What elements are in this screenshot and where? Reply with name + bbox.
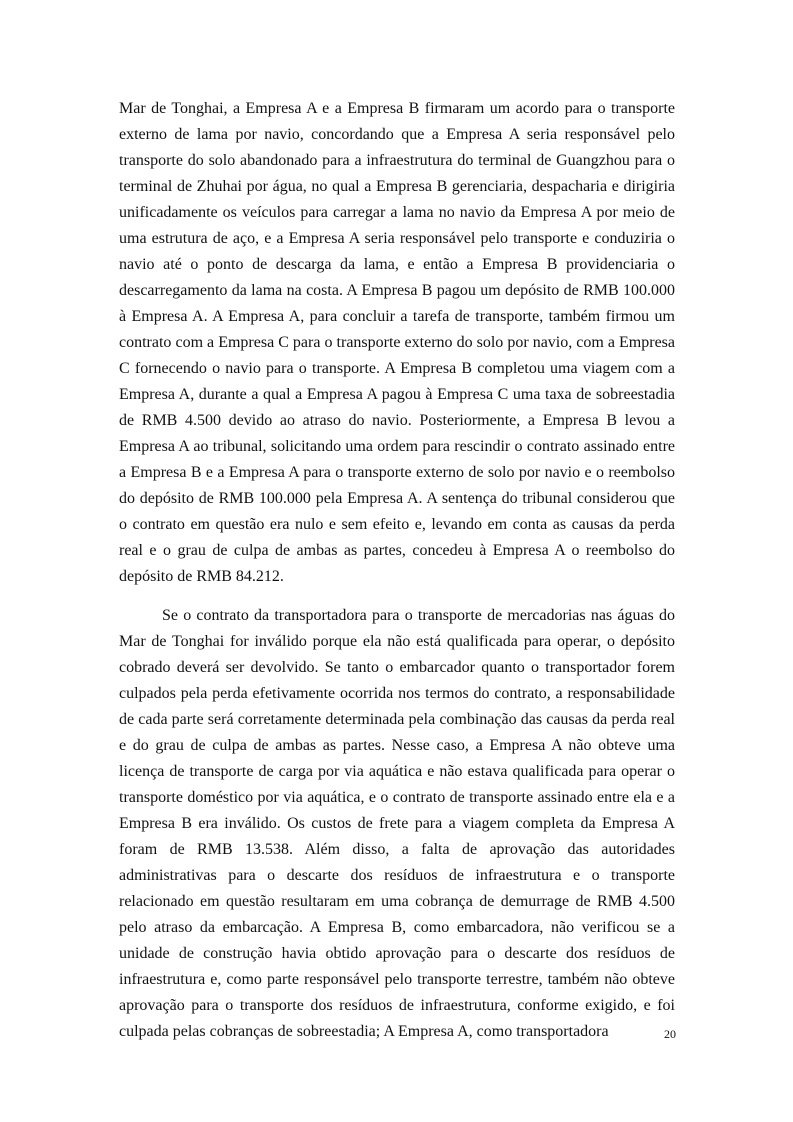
body-text bbox=[119, 96, 675, 1045]
paragraph-case-facts: Mar de Tonghai, a Empresa A e a Empresa B firmaram um acordo para o transporte externo de lama por navio, concordando que a Empresa A seria responsável pelo transporte do solo abandonado para a infraestrutura do terminal de Guangzhou para o terminal de Zhuhai por água, no qual a Empresa B gerenciaria, despacharia e dirigiria unificadamente os veículos para carregar a lama no navio da Empresa A por meio de uma estrutura de aço, e a Empresa A seria responsável pelo transporte e conduziria o navio até o ponto de descarga da lama, e então a Empresa B providenciaria o descarregamento da lama na costa. A Empresa B pagou um depósito de RMB 100.000 à Empresa A. A Empresa A, para concluir a tarefa de transporte, também firmou um contrato com a Empresa C para o transporte externo do solo por navio, com a Empresa C fornecendo o navio para o transporte. A Empresa B completou uma viagem com a Empresa A, durante a qual a Empresa A pagou à Empresa C uma taxa de sobreestadia de RMB 4.500 devido ao atraso do navio. Posteriormente, a Empresa B levou a Empresa A ao tribunal, solicitando uma ordem para rescindir o contrato assinado entre a Empresa B e a Empresa A para o transporte externo de solo por navio e o reembolso do depósito de RMB 100.000 pela Empresa A. A sentença do tribunal considerou que o contrato em questão era nulo e sem efeito e, levando em conta as causas da perda real e o grau de culpa de ambas as partes, concedeu à Empresa A o reembolso do depósito de RMB 84.212. bbox=[119, 100, 675, 585]
page-number: 20 bbox=[664, 1027, 676, 1041]
paragraph-legal-analysis: Se o contrato da transportadora para o transporte de mercadorias nas águas do Mar de Tonghai for inválido porque ela não está qualificada para operar, o depósito cobrado deverá ser devolvido. Se tanto o embarcador quanto o transportador forem culpados pela perda efetivamente ocorrida nos termos do contrato, a responsabilidade de cada parte será corretamente determinada pela combinação das causas da perda real e do grau de culpa de ambas as partes. Nesse caso, a Empresa A não obteve uma licença de transporte de carga por via aquática e não estava qualificada para operar o transporte doméstico por via aquática, e o contrato de transporte assinado entre ela e a Empresa B era inválido. Os custos de frete para a viagem completa da Empresa A foram de RMB 13.538. Além disso, a falta de aprovação das autoridades administrativas para o descarte dos resíduos de infraestrutura e o transporte relacionado em questão resultaram em uma cobrança de demurrage de RMB 4.500 pelo atraso da embarcação. A Empresa B, como embarcadora, não verificou se a unidade de construção havia obtido aprovação para o descarte dos resíduos de infraestrutura e, como parte responsável pelo transporte terrestre, também não obteve aprovação para o transporte dos resíduos de infraestrutura, conforme exigido, e foi culpada pelas cobranças de sobreestadia; A Empresa A, como transportadora bbox=[119, 607, 675, 1040]
